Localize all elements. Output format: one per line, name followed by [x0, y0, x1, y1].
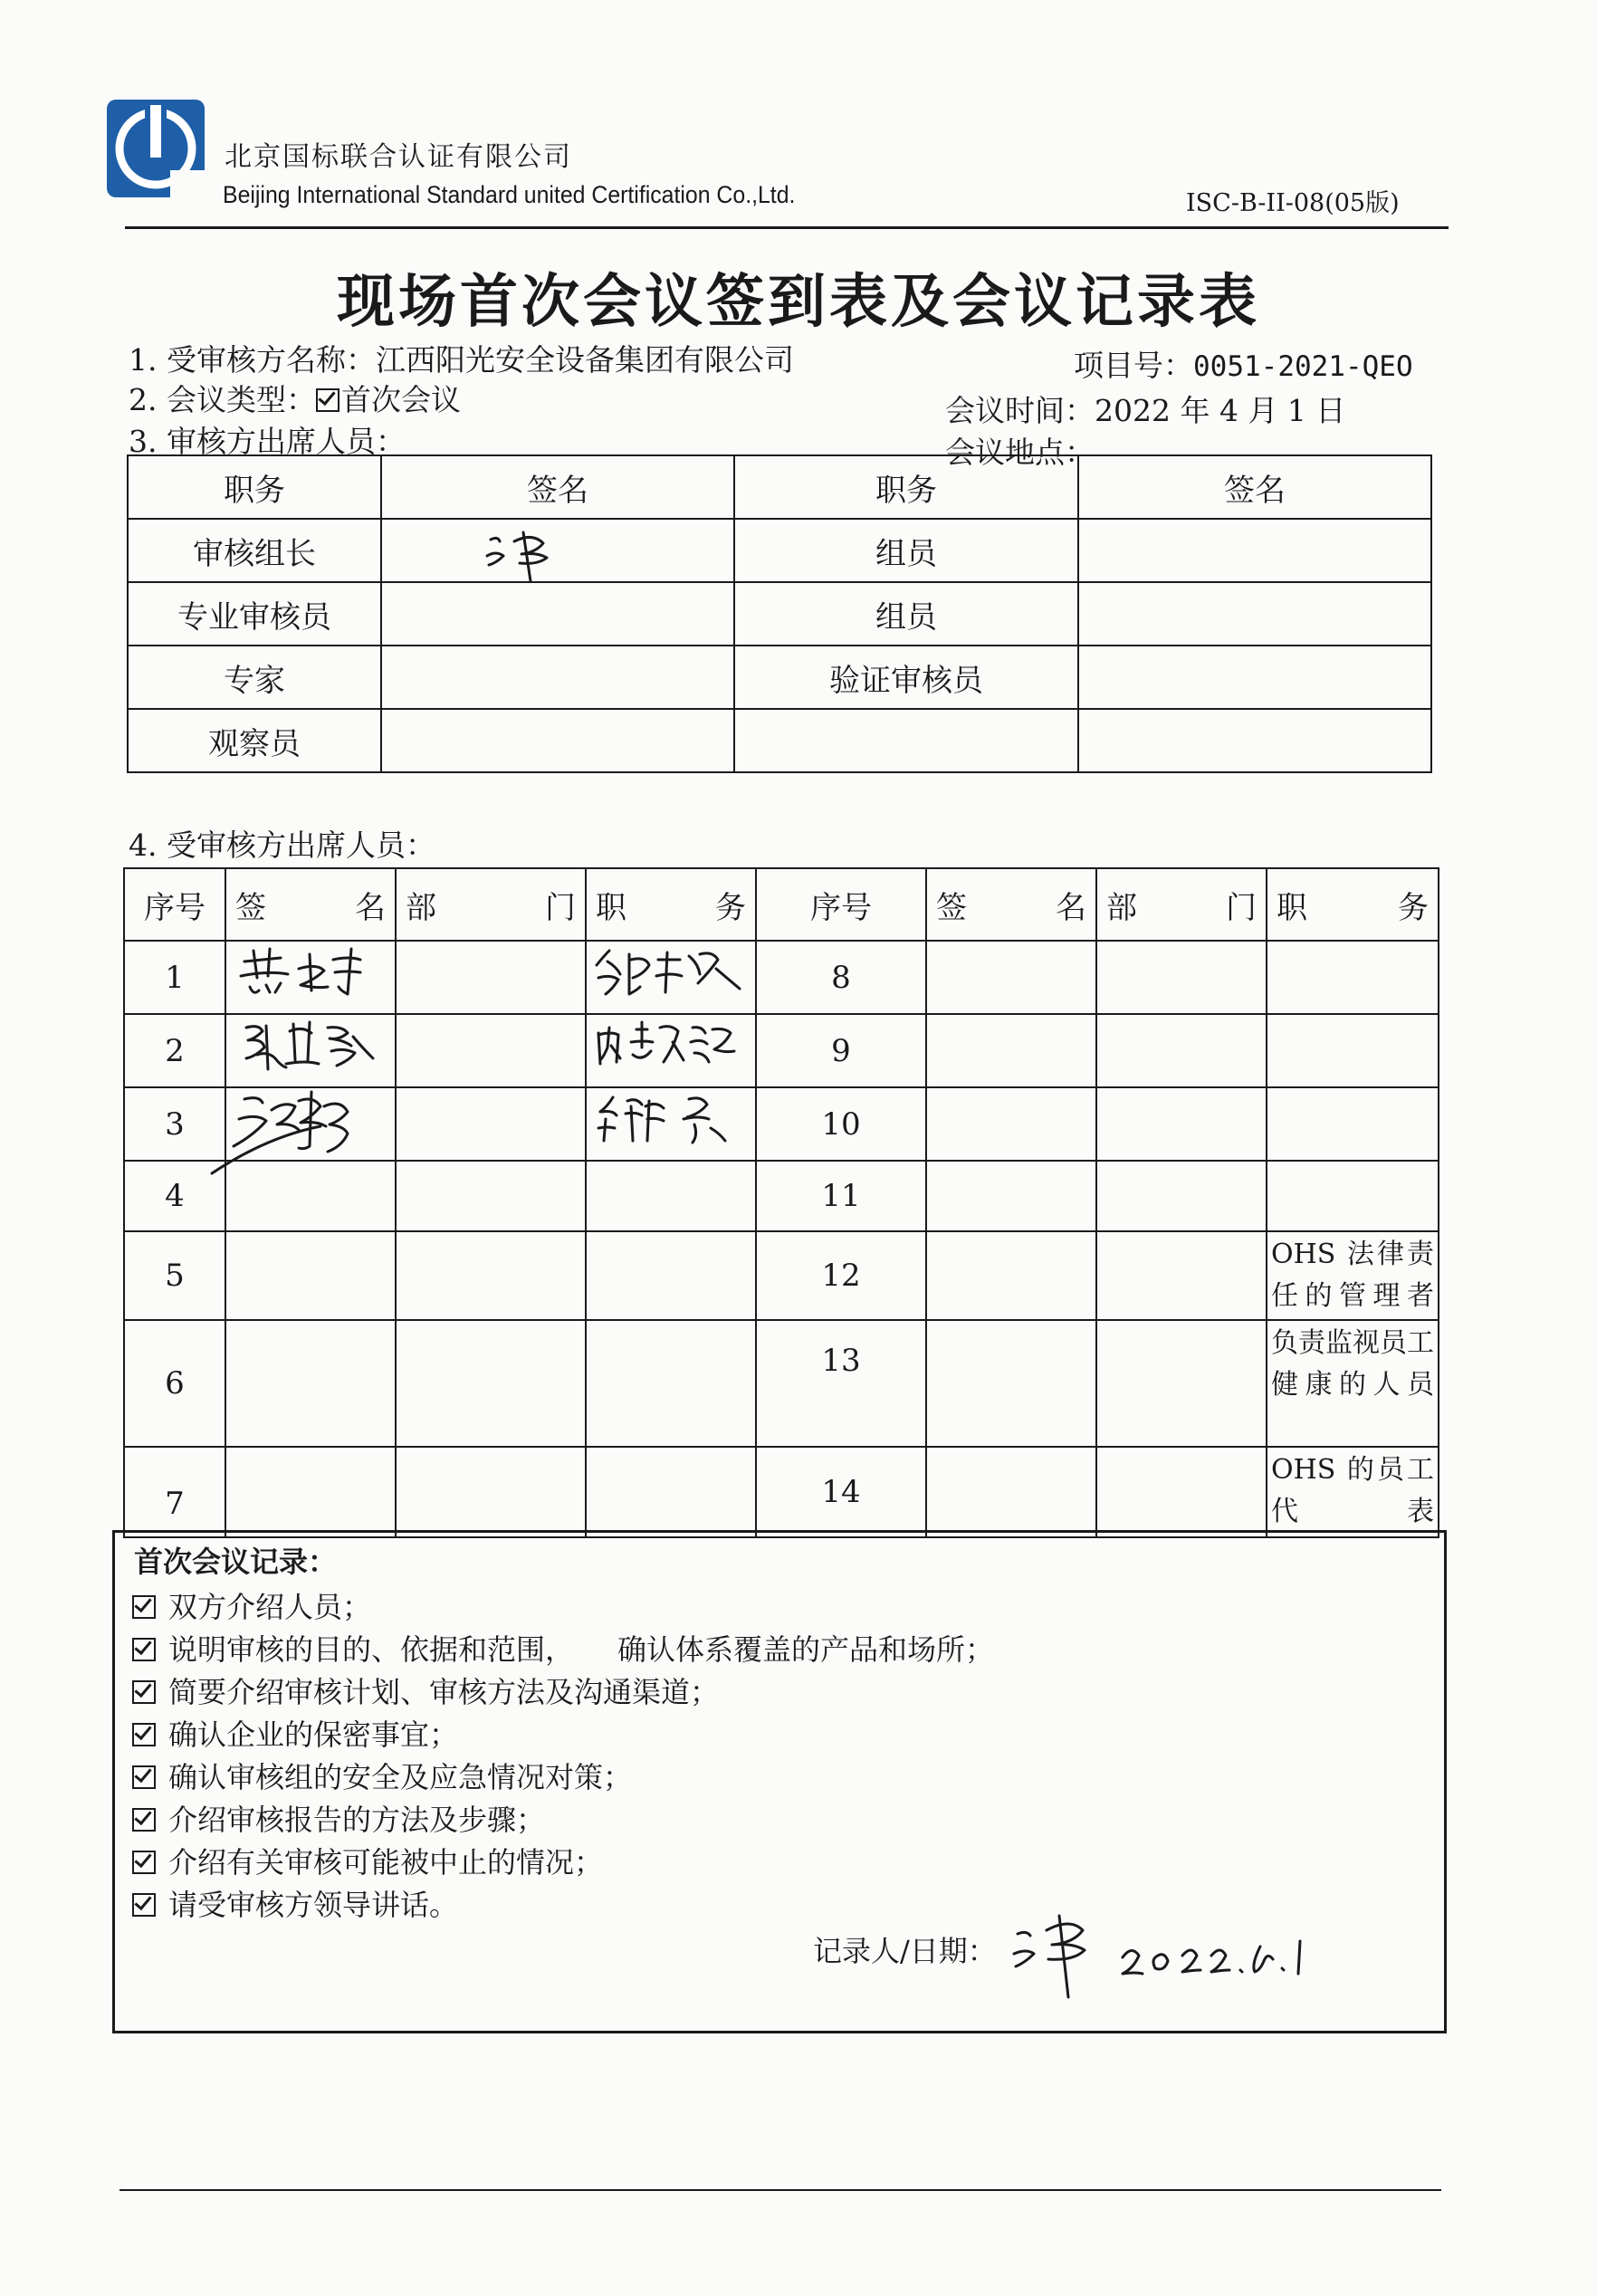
project-number: 0051-2021-QEO	[1193, 350, 1413, 383]
attendee-3-signature	[199, 1083, 398, 1182]
checkbox-icon	[132, 1680, 156, 1704]
signature-cell	[926, 1014, 1096, 1087]
row-number: 12	[756, 1231, 926, 1320]
attendee-2-position-handwriting	[589, 1015, 752, 1078]
signature-cell	[225, 1231, 396, 1320]
header-cell: 职务	[128, 455, 381, 519]
auditee-attendees-label: 4. 受审核方出席人员：	[129, 828, 435, 863]
project-line	[1074, 342, 1413, 385]
table-row	[124, 1014, 1439, 1087]
signature-cell	[926, 1161, 1096, 1231]
department-cell	[1096, 1231, 1267, 1320]
header-cell: 序号	[756, 868, 926, 941]
auditee-line	[129, 337, 794, 379]
header-cell: 职 务	[1267, 868, 1439, 941]
meeting-type-line	[129, 377, 461, 419]
header-cell: 职 务	[586, 868, 756, 941]
recorder-label: 记录人/日期：	[813, 1934, 997, 1968]
row-number: 2	[124, 1014, 225, 1087]
checkbox-icon	[132, 1595, 156, 1619]
attendee-3-position-handwriting	[589, 1088, 752, 1152]
signature-cell	[225, 1320, 396, 1447]
department-cell	[396, 941, 586, 1014]
signature-cell	[926, 1231, 1096, 1320]
header-cell: 签名	[381, 455, 734, 519]
meeting-time-value: 2022 年 4 月 1 日	[1095, 393, 1346, 428]
position-cell: OHS 的员工代表	[1267, 1447, 1439, 1537]
attendee-2-signature	[234, 1015, 387, 1078]
row-number: 3	[124, 1087, 225, 1161]
department-cell	[1096, 1014, 1267, 1087]
row-number: 9	[756, 1014, 926, 1087]
department-cell	[396, 1320, 586, 1447]
table-row	[124, 1447, 1439, 1537]
table-row	[124, 941, 1439, 1014]
position-cell	[586, 1087, 756, 1161]
table-row	[124, 1087, 1439, 1161]
list-item	[132, 1840, 603, 1881]
list-item	[132, 1882, 458, 1924]
list-item-text: 说明审核的目的、依据和范围， 确认体系覆盖的产品和场所；	[168, 1632, 995, 1667]
signature-cell	[225, 941, 396, 1014]
header-cell: 部 门	[1096, 868, 1267, 941]
signature-cell	[225, 1447, 396, 1537]
list-item	[132, 1627, 994, 1669]
position-cell	[586, 941, 756, 1014]
role-cell: 组员	[734, 519, 1078, 582]
signature-cell	[1078, 646, 1431, 709]
header-cell: 部 门	[396, 868, 586, 941]
position-cell	[586, 1320, 756, 1447]
auditor-attendees-label: 3. 审核方出席人员：	[129, 424, 406, 459]
signature-cell	[926, 941, 1096, 1014]
department-cell	[1096, 1320, 1267, 1447]
position-cell	[1267, 1161, 1439, 1231]
signature-cell	[1078, 519, 1431, 582]
position-cell	[1267, 1014, 1439, 1087]
header-cell: 职务	[734, 455, 1078, 519]
department-cell	[396, 1231, 586, 1320]
company-name-en: Beijing International Standard united Certification Co.,Ltd.	[223, 181, 796, 208]
table-row	[128, 646, 1431, 709]
role-cell: 专家	[128, 646, 381, 709]
checkbox-icon	[132, 1808, 156, 1832]
row-number: 4	[124, 1161, 225, 1231]
position-cell	[1267, 1087, 1439, 1161]
position-cell	[586, 1231, 756, 1320]
department-cell	[396, 1447, 586, 1537]
role-cell: 审核组长	[128, 519, 381, 582]
meeting-time-label: 会议时间：	[945, 393, 1095, 428]
auditor-table	[127, 454, 1432, 773]
department-cell	[396, 1087, 586, 1161]
auditee-name: 江西阳光安全设备集团有限公司	[375, 342, 794, 378]
attendee-1-position-handwriting	[589, 942, 752, 1005]
attendee-1-signature	[234, 942, 387, 1005]
signature-cell	[225, 1087, 396, 1161]
list-item	[132, 1712, 458, 1754]
recorder-signature-date	[1005, 1903, 1331, 2003]
lead-auditor-signature	[478, 521, 587, 585]
department-cell	[396, 1161, 586, 1231]
row-number: 14	[756, 1447, 926, 1537]
list-item-text: 介绍审核报告的方法及步骤；	[168, 1803, 546, 1837]
company-logo	[105, 98, 206, 199]
meeting-type-label: 2. 会议类型：	[129, 382, 316, 417]
company-name-cn: 北京国标联合认证有限公司	[225, 141, 572, 173]
table-row	[128, 455, 1431, 519]
header-cell: 签 名	[225, 868, 396, 941]
table-row	[124, 1320, 1439, 1447]
signature-cell	[926, 1087, 1096, 1161]
role-cell	[734, 709, 1078, 772]
header-cell: 签名	[1078, 455, 1431, 519]
row-number: 11	[756, 1161, 926, 1231]
auditee-label: 1. 受审核方名称：	[129, 342, 376, 378]
header-cell: 序号	[124, 868, 225, 941]
list-item	[132, 1584, 371, 1626]
checkbox-icon	[132, 1893, 156, 1917]
position-cell	[1267, 941, 1439, 1014]
footer-divider	[120, 2189, 1441, 2191]
row-number: 6	[124, 1320, 225, 1447]
role-cell: 观察员	[128, 709, 381, 772]
signature-cell	[381, 582, 734, 646]
position-cell: OHS 法律责任的管理者	[1267, 1231, 1439, 1320]
meeting-notes-title: 首次会议记录：	[134, 1545, 338, 1579]
list-item-text: 请受审核方领导讲话。	[168, 1888, 459, 1922]
meeting-time-line	[945, 387, 1345, 430]
checkbox-icon	[132, 1765, 156, 1789]
list-item-text: 双方介绍人员；	[168, 1590, 372, 1624]
department-cell	[1096, 1087, 1267, 1161]
meeting-type-value: 首次会议	[340, 382, 461, 417]
list-item-text: 介绍有关审核可能被中止的情况；	[168, 1845, 604, 1880]
role-cell: 组员	[734, 582, 1078, 646]
department-cell	[1096, 1161, 1267, 1231]
row-number: 13	[756, 1320, 926, 1447]
checkbox-icon	[132, 1723, 156, 1746]
table-row	[128, 709, 1431, 772]
position-cell	[586, 1014, 756, 1087]
row-number: 7	[124, 1447, 225, 1537]
list-item	[132, 1669, 719, 1711]
position-cell	[586, 1161, 756, 1231]
position-cell: 负责监视员工健康的人员	[1267, 1320, 1439, 1447]
role-cell: 验证审核员	[734, 646, 1078, 709]
row-number: 5	[124, 1231, 225, 1320]
position-cell	[586, 1447, 756, 1537]
checkbox-icon	[132, 1851, 156, 1874]
list-item	[132, 1797, 545, 1839]
department-cell	[1096, 941, 1267, 1014]
signature-cell	[381, 646, 734, 709]
document-number: ISC-B-II-08(05版)	[1186, 189, 1400, 217]
table-row	[128, 582, 1431, 646]
signature-cell	[225, 1014, 396, 1087]
auditee-table	[123, 867, 1439, 1538]
table-row	[128, 519, 1431, 582]
row-number: 1	[124, 941, 225, 1014]
row-number: 10	[756, 1087, 926, 1161]
table-row	[124, 1231, 1439, 1320]
signature-cell	[381, 519, 734, 582]
list-item-text: 确认企业的保密事宜；	[168, 1717, 459, 1752]
list-item-text: 简要介绍审核计划、审核方法及沟通渠道；	[168, 1675, 720, 1709]
signature-cell	[926, 1320, 1096, 1447]
signature-cell	[1078, 709, 1431, 772]
meeting-place-label: 会议地点：	[945, 435, 1095, 470]
signature-cell	[926, 1447, 1096, 1537]
department-cell	[1096, 1447, 1267, 1537]
signature-cell	[1078, 582, 1431, 646]
header-divider	[125, 226, 1449, 229]
role-cell: 专业审核员	[128, 582, 381, 646]
table-row	[124, 868, 1439, 941]
meeting-type-checkbox	[316, 388, 339, 412]
signature-cell	[381, 709, 734, 772]
row-number: 8	[756, 941, 926, 1014]
header-cell: 签 名	[926, 868, 1096, 941]
department-cell	[396, 1014, 586, 1087]
list-item-text: 确认审核组的安全及应急情况对策；	[168, 1760, 633, 1794]
page-title: 现场首次会议签到表及会议记录表	[337, 268, 1260, 336]
project-label: 项目号：	[1074, 348, 1193, 383]
checkbox-icon	[132, 1638, 156, 1661]
list-item	[132, 1755, 632, 1796]
